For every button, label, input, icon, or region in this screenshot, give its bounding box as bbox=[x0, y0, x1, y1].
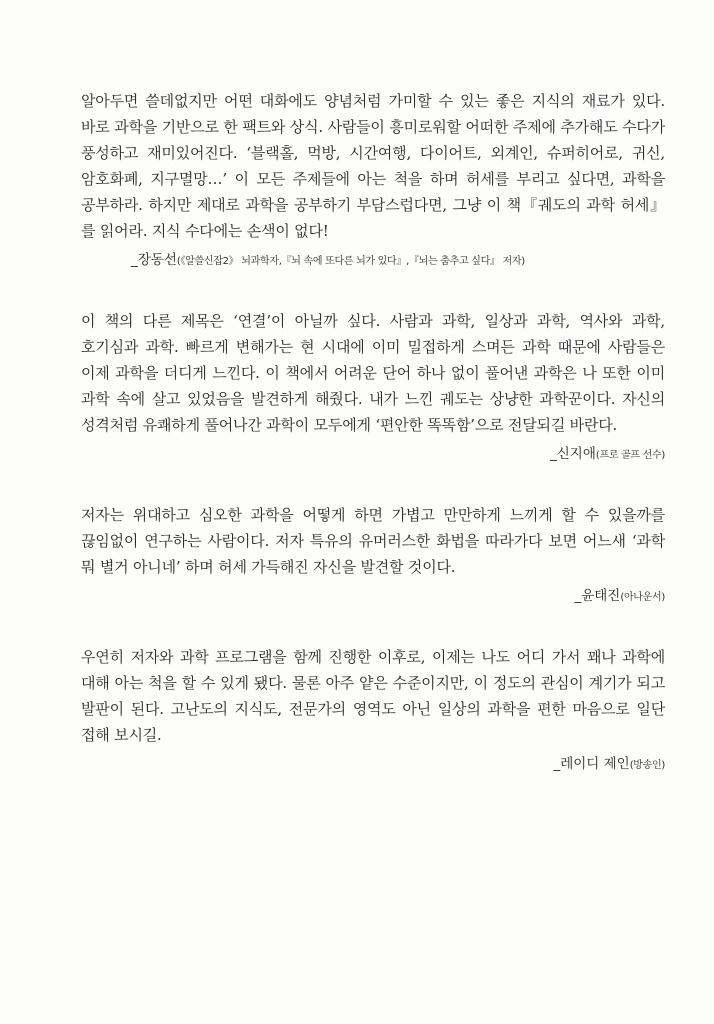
endorsement-attribution bbox=[81, 586, 665, 608]
endorser-name: _장동선 bbox=[131, 252, 177, 268]
endorser-name: _윤태진 bbox=[574, 588, 621, 604]
endorser-description: (프로 골프 선수) bbox=[595, 450, 665, 461]
endorsement bbox=[81, 88, 665, 272]
endorser-description: (아나운서) bbox=[620, 592, 665, 603]
endorsement bbox=[81, 308, 665, 466]
endorsement-text: 우연히 저자와 과학 프로그램을 함께 진행한 이후로, 이제는 나도 어디 가서 꽤나 과학에 대해 아는 척을 할 수 있게 됐다. 물론 아주 얕은 수준이지만, 이 정도의 관심이 계기가 되고 발판이 된다. 고난도의 지식도, 전문가의 영역도 아닌 일상의 과학을 편한 마음으로 일단 접해 보시길. bbox=[81, 648, 665, 744]
endorser-name: _신지애 bbox=[550, 446, 596, 462]
endorsement-text: 이 책의 다른 제목은 ‘연결’이 아닐까 싶다. 사람과 과학, 일상과 과학, 역사와 과학, 호기심과 과학. 빠르게 변해가는 현 시대에 이미 밀접하게 스며든 과학 때문에 사람들은 이제 과학을 더디게 느낀다. 이 책에서 어려운 단어 하나 없이 풀어낸 과학은 나 또한 이미 과학 속에 살고 있었음을 발견하게 해줬다. 내가 느낀 궤도는 상냥한 과학꾼이다. 자신의 성격처럼 유쾌하게 풀어나간 과학이 모두에게 ‘편안한 똑똑함’으로 전달되길 바란다. bbox=[81, 312, 665, 434]
endorsement-attribution bbox=[81, 754, 665, 776]
endorsement-text: 알아두면 쓸데없지만 어떤 대화에도 양념처럼 가미할 수 있는 좋은 지식의 재료가 있다. 바로 과학을 기반으로 한 팩트와 상식. 사람들이 흥미로워할 어떠한 주제에 추가해도 수다가 풍성하고 재미있어진다. ‘블랙홀, 먹방, 시간여행, 다이어트, 외계인, 슈퍼히어로, 귀신, 암호화폐, 지구멸망…’ 이 모든 주제들에 아는 척을 하며 허세를 부리고 싶다면, 과학을 공부하라. 하지만 제대로 과학을 공부하기 부담스럽다면, 그냥 이 책『궤도의 과학 허세』를 읽어라. 지식 수다에는 손색이 없다! bbox=[81, 92, 665, 240]
endorsement-attribution bbox=[81, 250, 665, 272]
endorsement-attribution bbox=[81, 444, 665, 466]
endorser-name: _레이디 제인 bbox=[553, 756, 630, 772]
endorsement bbox=[81, 502, 665, 608]
endorsement-text: 저자는 위대하고 심오한 과학을 어떻게 하면 가볍고 만만하게 느끼게 할 수 있을까를 끊임없이 연구하는 사람이다. 저자 특유의 유머러스한 화법을 따라가다 보면 어느새 ‘과학 뭐 별거 아니네’ 하며 허세 가득해진 자신을 발견할 것이다. bbox=[81, 506, 665, 576]
endorsements-page bbox=[81, 88, 665, 812]
endorser-description: (방송인) bbox=[629, 760, 665, 771]
endorsement bbox=[81, 644, 665, 776]
endorser-description: (《알쓸신잡2》 뇌과학자,『뇌 속에 또다른 뇌가 있다』,『뇌는 춤추고 싶다』 저자) bbox=[176, 256, 525, 267]
